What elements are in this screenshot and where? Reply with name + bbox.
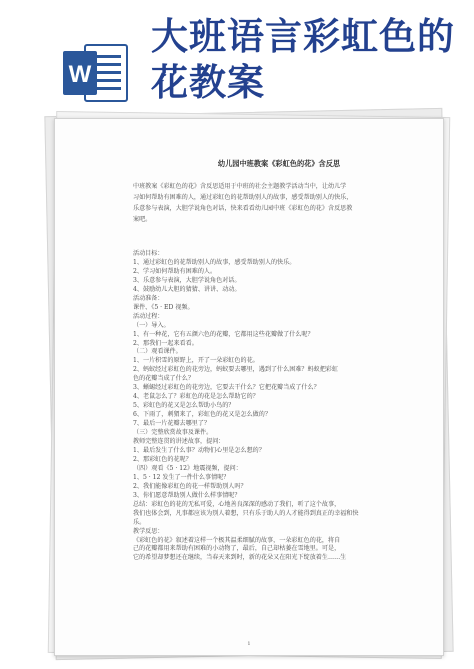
banner (0, 0, 474, 112)
document-line: 2、我们能像彩虹色的花一样帮助别人吗？ (133, 482, 247, 490)
document-line: 活动过程： (133, 312, 164, 320)
document-line: （二）观看课件。 (133, 348, 182, 356)
document-line: 1、5 · 12 发生了一件什么事情呢？ (133, 473, 230, 481)
document-line: 3、乐意参与表演，大胆学说角色对话。 (133, 276, 241, 284)
document-line: 1、通过彩虹色的花帮助别人的故事，感受帮助别人的快乐。 (133, 258, 296, 266)
document-page (54, 118, 444, 656)
document-title: 幼儿园中班教案《彩虹色的花》含反思 (217, 159, 341, 168)
document-line: 它的希望却梦想还在继续，当春天来到时，新的花朵又在阳光下绽放着生……生 (133, 554, 347, 562)
document-line: 3、你们愿意帮助别人做什么样事情呢？ (133, 491, 241, 499)
intro-line: 案吧。 (133, 216, 152, 223)
intro-line: 中班教案《彩虹色的花》含反思适用于中班的社会主题教学活动当中，让幼儿学 (133, 183, 347, 190)
document-line: 2、那彩虹色的花呢？ (133, 455, 192, 463)
document-line: 4、鼓励幼儿大胆的猜猜、讲讲、动动。 (133, 285, 241, 293)
document-line: 《彩虹色的花》叙述着这样一个极其温柔细腻的故事，一朵彩虹色的花，将自 (133, 536, 341, 544)
document-line: 5、彩虹色的花又是怎么帮助小鸟的？ (133, 402, 235, 410)
intro-line: 乐意参与表演，大胆学说角色对话，快来看看幼儿园中班《彩虹色的花》含反思教 (133, 205, 353, 212)
document-line: （一）导入。 (133, 321, 170, 329)
document-line: 1、最后发生了什么事？动物们心里是怎么想的？ (133, 446, 265, 454)
title-line-2: 花教案 (151, 61, 265, 104)
document-line: 我们也体会到，凡事都应该为别人着想，只有乐于助人的人才能得到真正的幸福和快 (133, 509, 359, 517)
intro-paragraph (133, 181, 425, 225)
document-line: 7、最后一片花瓣去哪里了？ (133, 420, 211, 428)
document-line: 乐。 (133, 518, 146, 526)
title-line-1: 大班语言彩虹色的 (151, 15, 455, 58)
document-line: 教师完整连贯的讲述故事，提问： (133, 438, 225, 446)
document-line: （三）完整欣赏故事及课件。 (133, 429, 213, 437)
document-line: 3、蜥蜴经过彩虹色的花旁边，它要去干什么？它把花瓣当成了什么？ (133, 384, 320, 392)
document-line: 2、蚂蚁经过彩虹色的花旁边，蚂蚁要去哪里，遇到了什么困难？蚂蚁把彩虹 (133, 366, 338, 374)
document-line: 活动准备： (133, 294, 164, 302)
word-logo-letter: W (68, 61, 92, 88)
page-number: 1 (247, 641, 251, 647)
document-body (133, 250, 425, 563)
document-line: 教学反思： (133, 527, 164, 535)
document-line: 6、下雨了，刺猬来了，彩虹色的花又是怎么做的？ (133, 411, 271, 419)
document-line: 活动目标： (133, 250, 164, 257)
document-line: 1、有一种花，它有五颜六色的花瓣，它都用这些花瓣做了什么呢？ (133, 330, 314, 338)
document-line: 4、老鼠怎么了？彩虹色的花是怎么帮助它的？ (133, 393, 259, 401)
document-line: 己的花瓣都用来帮助有困难的小动物了，最后，自己却枯萎在雪地里。可是， (133, 545, 341, 553)
document-line: 1、一片积雪的原野上，开了一朵彩虹色的花。 (133, 357, 259, 365)
document-line: 色的花瓣当成了什么？ (133, 375, 194, 383)
intro-line: 习如何帮助有困难的人，通过彩虹色的花帮助别人的故事，感受帮助别人的快乐， (133, 194, 353, 201)
document-line: 总结：彩虹色的花的无私可爱，心地善良深深的感动了我们，听了这个故事， (133, 500, 341, 508)
page-title (151, 14, 471, 106)
document-line: 课件、《5 · ED 视频。 (133, 303, 194, 311)
document-line: （四）观看《5 · 12》地震视频，提问： (133, 464, 242, 472)
document-line: 2、学习如何帮助有困难的人。 (133, 267, 217, 275)
document-line: 2、那我们一起来看看。 (133, 339, 198, 347)
word-document-icon (63, 43, 129, 103)
